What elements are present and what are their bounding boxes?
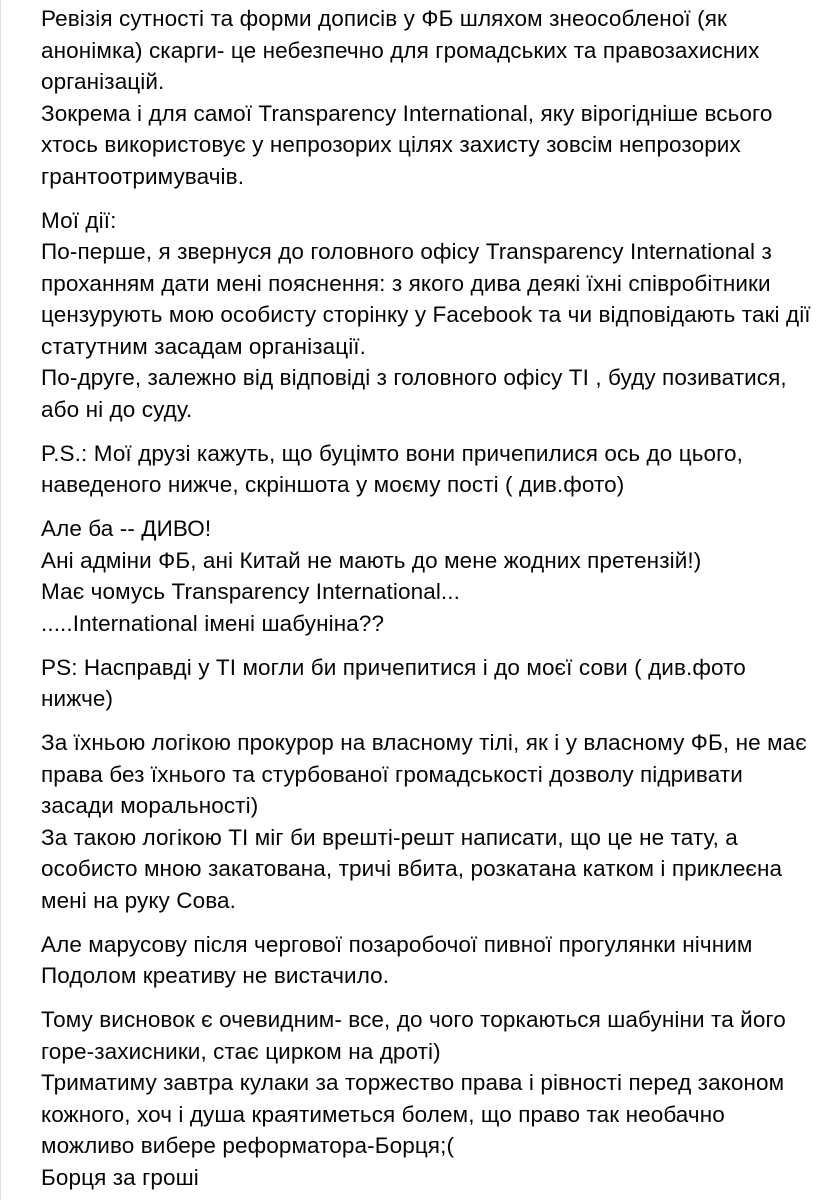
text-line: проханням дати мені пояснення: з якого дива деякі їхні співробітники — [41, 270, 771, 296]
text-line: хтось використовує у непрозорих цілях захисту зовсім непрозорих — [41, 132, 741, 157]
text-line: Борця за гроші — [41, 1164, 199, 1190]
text-line: Зокрема і для самої Transparency International, яку вірогідніше всього — [41, 100, 773, 126]
text-line: Ревізія сутності та форми дописів у ФБ шляхом знеособленої (як — [41, 6, 727, 31]
post-paragraph-6 — [41, 727, 831, 916]
text-line: Мої дії: — [41, 207, 117, 233]
text-line: кожного, хоч і душа краятиметься болем, що право так необачно — [41, 1101, 725, 1127]
post-paragraph-4 — [41, 513, 831, 639]
text-line: За їхньою логікою прокурор на власному тілі, як і у власному ФБ, не має — [41, 730, 807, 755]
text-line: або ні до суду. — [41, 396, 193, 422]
text-line: По-друге, залежно від відповіді з головного офісу ТІ , буду позиватися, — [41, 365, 787, 390]
text-line: горе-захисники, стає цирком на дроті) — [41, 1038, 441, 1064]
text-line: особисто мною закатована, тричі вбита, розкатана катком і приклеєна — [41, 856, 783, 881]
post-paragraph-8 — [41, 1004, 831, 1193]
text-line: За такою логікою ТІ міг би врешті-решт написати, що це не тату, а — [41, 824, 738, 850]
text-line: нижче) — [41, 686, 114, 711]
text-line: організацій. — [41, 69, 165, 94]
text-line: Триматиму завтра кулаки за торжество права і рівності перед законом — [41, 1070, 785, 1095]
text-line: статутним засадам організації. — [41, 333, 366, 359]
text-line: Тому висновок є очевидним- все, до чого торкаються шабуніни та його — [41, 1007, 786, 1032]
text-line: .....International імені шабуніна?? — [41, 610, 385, 636]
text-line: грантоотримувачів. — [41, 163, 245, 189]
text-line: По-перше, я звернуся до головного офісу Transparency International з — [41, 239, 772, 264]
text-line: мені на руку Сова. — [41, 887, 236, 913]
text-line: PS: Насправді у ТІ могли би причепитися і до моєї сови ( див.фото — [41, 654, 746, 680]
post-paragraph-7 — [41, 929, 831, 992]
text-line: анонімка) скарги- це небезпечно для громадських та правозахисних — [41, 37, 760, 63]
text-line: можливо вибере реформатора-Борця;( — [41, 1133, 455, 1158]
text-line: P.S.: Мої друзі кажуть, що буцімто вони причепилися ось до цього, — [41, 440, 743, 466]
post-paragraph-1 — [41, 3, 831, 192]
text-line: Ані адміни ФБ, ані Китай не мають до мене жодних претензій!) — [41, 547, 702, 573]
text-line: Подолом креативу не вистачило. — [41, 963, 390, 988]
text-line: наведеного нижче, скріншота у моєму пості ( див.фото) — [41, 472, 625, 497]
post-paragraph-3 — [41, 438, 831, 501]
text-line: Має чомусь Transparency International... — [41, 579, 460, 604]
text-line: Але марусову після чергової позаробочої пивної прогулянки нічним — [41, 931, 753, 957]
post-paragraph-5 — [41, 652, 831, 715]
text-line: засади моральності) — [41, 793, 259, 818]
post-text — [41, 0, 831, 1200]
text-line: Але ба -- ДИВО! — [41, 516, 212, 541]
post-paragraph-2 — [41, 205, 831, 426]
text-line: права без їхнього та стурбованої громадськості дозволу підривати — [41, 761, 743, 787]
text-line: цензурують мою особисту сторінку у Facebook та чи відповідають такі дії — [41, 302, 811, 327]
